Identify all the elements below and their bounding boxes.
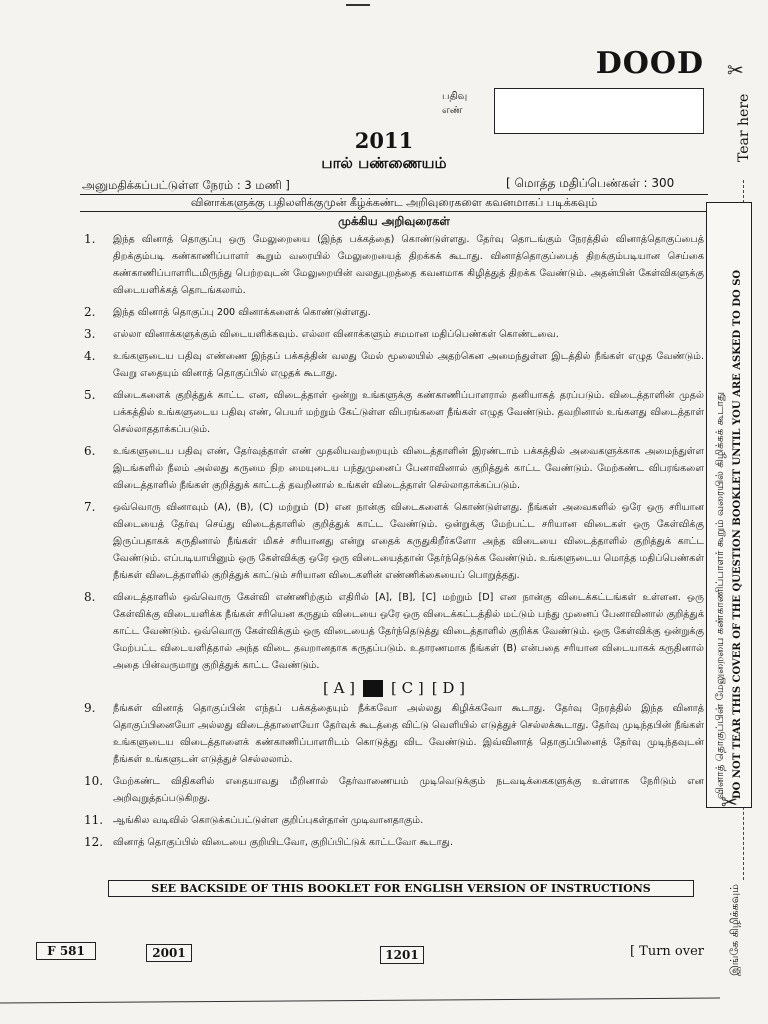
subject-title: பால் பண்ணையம் — [321, 154, 447, 172]
instruction-text: விடைகளைக் குறித்துக் காட்ட என, விடைத்தாள் ஒன்று உங்களுக்கு கண்காணிப்பாளரால் தனியாகத் தரப்படும். விடைத்தாளின் முதல் பக்கத்தில் உங்களுடைய பதிவு எண், பெயர் மற்றும் கேட்டுள்ள விபரங்களை நீங்கள் எழுத வேண்டும். தவறினால் உங்களது விடைத்தாள் செல்லாததாக்கப்படும். — [113, 390, 704, 435]
scissors-icon: ✂ — [721, 790, 738, 814]
instruction-number: 4. — [84, 349, 96, 363]
turn-over-label: [ Turn over — [629, 944, 704, 959]
english-version-banner: SEE BACKSIDE OF THIS BOOKLET FOR ENGLISH VERSION OF INSTRUCTIONS — [108, 880, 694, 897]
divider — [80, 211, 708, 212]
read-instructions-note: வினாக்களுக்கு பதிலளிக்குமுன் கீழ்க்கண்ட அறிவுரைகளை கவனமாகப் படிக்கவும் — [190, 196, 598, 209]
serial-number-box: 1201 — [380, 946, 424, 964]
instruction-item — [84, 348, 704, 382]
instruction-text: உங்களுடைய பதிவு எண்ணை இந்தப் பக்கத்தின் வலது மேல் மூலையில் அதற்கென அமைந்துள்ள இடத்தில் நீங்கள் எழுத வேண்டும். வேறு எதையும் வினாத் தொகுப்பில் எழுதக் கூடாது. — [113, 351, 704, 379]
instruction-item — [84, 443, 704, 494]
instruction-item — [84, 304, 704, 321]
tear-here-tamil: இங்கே கிழிக்கவும் — [728, 884, 741, 976]
instruction-item — [84, 589, 704, 674]
instruction-text: இந்த வினாத் தொகுப்பு 200 வினாக்களைக் கொண்டுள்ளது. — [113, 307, 371, 318]
answer-example — [84, 679, 704, 697]
instruction-text: எல்லா வினாக்களுக்கும் விடையளிக்கவும். எல்லா வினாக்களும் சமமான மதிப்பெண்கள் கொண்டவை. — [113, 329, 559, 340]
instruction-number: 10. — [84, 774, 104, 788]
time-allowed: அனுமதிக்கப்பட்டுள்ள நேரம் : 3 மணி ] — [82, 178, 290, 192]
instruction-item — [84, 326, 704, 343]
instruction-number: 12. — [84, 835, 104, 849]
instruction-text: மேற்கண்ட விதிகளில் எதையாவது மீறினால் தேர்வாணையம் முடிவெடுக்கும் நடவடிக்கைகளுக்கு உள்ளாக நேரிடும் என அறிவுறுத்தப்படுகிறது. — [113, 776, 704, 804]
bottom-edge-line — [0, 997, 720, 1003]
booklet-code: DOOD — [595, 46, 704, 81]
side-warning-box — [706, 202, 752, 808]
total-marks: [ மொத்த மதிப்பெண்கள் : 300 — [506, 176, 675, 190]
instructions-list — [84, 231, 704, 856]
instruction-text: இந்த வினாத் தொகுப்பு ஒரு மேலுறையை (இந்த பக்கத்தை) கொண்டுள்ளது. தேர்வு தொடங்கும் நேரத்தில் வினாத்தொகுப்பைத் திறக்கும்படி கண்காணிப்பாளர் கூறும் வரையில் மேலுறையைத் திறக்கக் கூடாது. வினாத்தொகுப்பைத் திறக்கும்படியான செய்கை கண்காணிப்பாளரிடமிருந்து பெற்றவுடன் மேலுறையின் வலதுபுறத்தை கவனமாக கிழித்துத் திறக்க வேண்டும். அதன்பின் கேள்விகளுக்கு விடையளிக்கத் தொடங்கலாம். — [113, 234, 704, 296]
paper-code-box: F 581 — [36, 942, 96, 960]
top-mark — [346, 4, 370, 6]
instruction-text: விடைத்தாளில் ஒவ்வொரு கேள்வி எண்ணிற்கும் எதிரில் [A], [B], [C] மற்றும் [D] என நான்கு விடைக்கட்டங்கள் உள்ளன. ஒரு கேள்விக்கு விடையளிக்க நீங்கள் சரியென கருதும் விடையை ஒரே ஒரு விடைக்கட்டத்தில் மட்டும் பந்து முனைப் பேனாவினால் குறித்துக் காட்ட வேண்டும். ஒவ்வொரு கேள்விக்கும் ஒரு விடையைத் தேர்ந்தெடுத்து விடைத்தாளில் குறிக்க வேண்டும். ஒரு கேள்விக்கு ஒன்றுக்கு மேற்பட்ட விடையளித்தால் அந்த விடை தவறானதாக கருதப்படும். உதாரணமாக நீங்கள் (B) என்பதை சரியான விடையாகக் கருதினால் அதை பின்வருமாறு குறித்துக் காட்ட வேண்டும். — [113, 592, 704, 671]
instruction-item — [84, 387, 704, 438]
divider — [80, 194, 708, 195]
option-a: [ A ] — [322, 679, 356, 697]
instruction-item — [84, 834, 704, 851]
instruction-text: நீங்கள் வினாத் தொகுப்பின் எந்தப் பக்கத்தையும் நீக்கவோ அல்லது கிழிக்கவோ கூடாது. தேர்வு நேரத்தில் இந்த வினாத் தொகுப்பினையோ அல்லது விடைத்தாளையோ தேர்வுக் கூடத்தை விட்டு வெளியில் எடுத்துச் செல்லக்கூடாது. தேர்வு முடிந்தபின் நீங்கள் உங்களுடைய விடைத்தாளைக் கண்காணிப்பாளரிடம் கொடுத்து விட வேண்டும். இவ்வினாத் தொகுப்பினைத் தேர்வு முடிந்தவுடன் நீங்கள் உங்களுடன் எடுத்துச் செல்லலாம். — [113, 703, 704, 765]
instruction-number: 9. — [84, 701, 96, 715]
side-warning-english: DO NOT TEAR THIS COVER OF THE QUESTION BOOKLET UNTIL YOU ARE ASKED TO DO SO — [732, 269, 743, 799]
booklet-series-box: 2001 — [146, 944, 192, 962]
instruction-item — [84, 773, 704, 807]
option-d: [ D ] — [431, 679, 466, 697]
instruction-number: 11. — [84, 813, 104, 827]
instruction-item — [84, 812, 704, 829]
option-c: [ C ] — [391, 679, 424, 697]
instruction-number: 5. — [84, 388, 96, 402]
instruction-item — [84, 231, 704, 299]
instruction-number: 2. — [84, 305, 96, 319]
tear-here-label: Tear here — [736, 93, 752, 162]
instruction-number: 7. — [84, 500, 96, 514]
side-warning-tamil: வினாத் தொகுப்பின் மேலுறையை கண்காணிப்பாளர் கூறும் வரையில் கிழிக்கக் கூடாது — [714, 391, 726, 799]
exam-year: 2011 — [354, 128, 414, 153]
scissors-icon: ✂ — [727, 58, 744, 82]
instruction-number: 6. — [84, 444, 96, 458]
instruction-item — [84, 499, 704, 584]
instruction-item — [84, 700, 704, 768]
instruction-text: உங்களுடைய பதிவு எண், தேர்வுத்தாள் எண் முதலியவற்றையும் விடைத்தாளின் இரண்டாம் பக்கத்தில் அவைகளுக்காக அமைந்துள்ள இடங்களில் நீலம் அல்லது கருமை நிற மையுடைய பந்துமுனைப் பேனாவினால் குறித்துக் காட்ட வேண்டும். மேற்கண்ட விபரங்களை விடைத்தாளில் நீங்கள் குறித்துக் காட்டத் தவறினால் உங்கள் விடைத்தாள் செல்லாதாக்கப்படும். — [113, 446, 704, 491]
instruction-number: 1. — [84, 232, 96, 246]
roll-number-label: பதிவு எண் — [442, 91, 468, 116]
instruction-text: வினாத் தொகுப்பில் விடையை குறியிடவோ, குறிப்பிட்டுக் காட்டவோ கூடாது. — [113, 837, 454, 848]
instruction-text: ஒவ்வொரு வினாவும் (A), (B), (C) மற்றும் (D) என நான்கு விடைகளைக் கொண்டுள்ளது. நீங்கள் அவைகளில் ஒரே ஒரு சரியான விடையைத் தேர்வு செய்து விடைத்தாளில் குறித்துக் காட்ட வேண்டும். ஒன்றுக்கு மேற்பட்ட சரியான விடைகள் ஒரு கேள்விக்கு இருப்பதாகக் கருதினால் நீங்கள் மிகச் சரியானது என்று எதைக் கருதுகிறீர்களோ அந்த விடையை விடைத்தாளில் குறித்துக் காட்ட வேண்டும். எப்படியாயினும் ஒரு கேள்விக்கு ஒரே ஒரு விடையைத்தான் தேர்ந்தெடுக்க வேண்டும். உங்களுடைய மொத்த மதிப்பெண்கள் நீங்கள் விடைத்தாளில் குறித்துக் காட்டும் சரியான விடைகளின் எண்ணிக்கையைப் பொறுத்தது. — [113, 502, 704, 581]
option-b-filled — [363, 680, 383, 697]
instructions-heading: முக்கிய அறிவுரைகள் — [338, 214, 450, 228]
instruction-number: 8. — [84, 590, 96, 604]
instruction-text: ஆங்கில வடிவில் கொடுக்கப்பட்டுள்ள குறிப்புகள்தான் முடிவானதாகும். — [113, 815, 424, 826]
instruction-number: 3. — [84, 327, 96, 341]
